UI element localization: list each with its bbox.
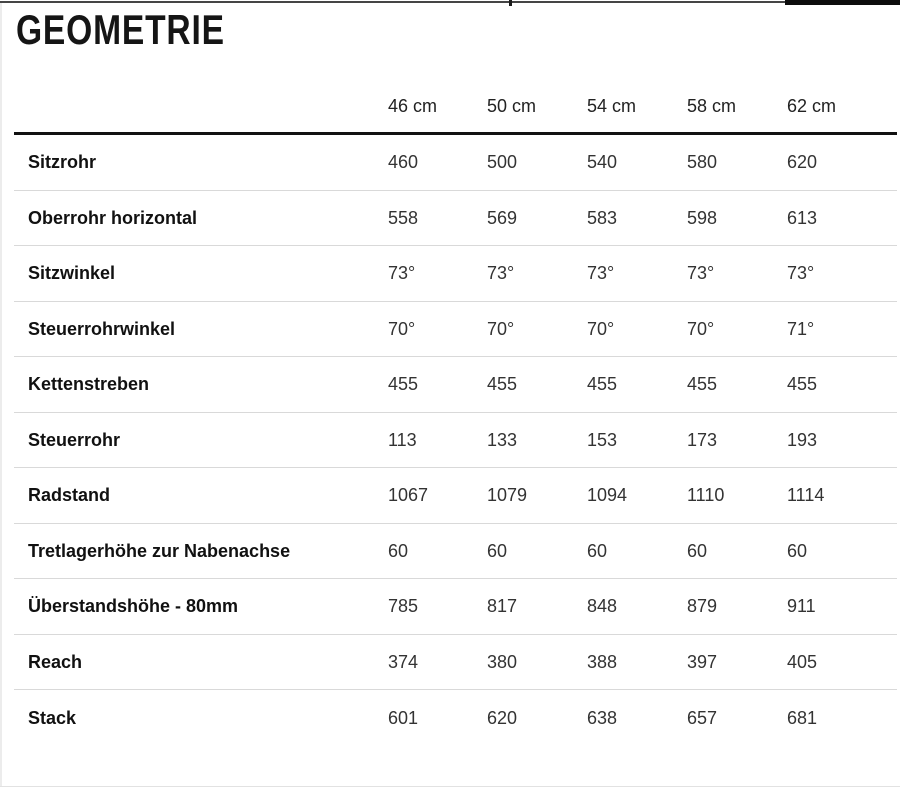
row-label: Sitzwinkel [28,263,116,284]
table-header-row [14,80,897,135]
value-cell: 1094 [587,485,628,506]
value-cell: 1114 [787,485,825,506]
value-cell: 388 [587,651,618,672]
value-cell: 71° [787,318,815,339]
value-cell: 558 [388,207,419,228]
table-row [14,246,897,302]
top-edge-bar-fragment [785,0,900,5]
value-cell: 540 [587,152,618,173]
value-cell: 1067 [388,485,429,506]
value-cell: 817 [487,596,518,617]
size-column-header: 62 cm [787,96,837,116]
table-row [14,579,897,635]
value-cell: 60 [388,540,409,561]
value-cell: 60 [587,540,608,561]
value-cell: 397 [687,651,718,672]
row-label: Radstand [28,485,111,506]
value-cell: 374 [388,651,419,672]
page-title: GEOMETRIE [16,6,225,53]
value-cell: 620 [787,152,818,173]
row-label: Überstandshöhe - 80mm [28,596,239,617]
value-cell: 681 [787,707,818,728]
value-cell: 193 [787,429,818,450]
value-cell: 460 [388,152,419,173]
value-cell: 583 [587,207,618,228]
value-cell: 405 [787,651,818,672]
value-cell: 1110 [687,485,725,506]
value-cell: 70° [388,318,416,339]
row-label: Kettenstreben [28,374,150,395]
table-row [14,302,897,358]
value-cell: 380 [487,651,518,672]
table-row [14,468,897,524]
table-row [14,357,897,413]
size-column-header: 54 cm [587,96,637,116]
value-cell: 73° [687,263,715,284]
value-cell: 60 [487,540,508,561]
value-cell: 613 [787,207,818,228]
table-row [14,413,897,469]
value-cell: 620 [487,707,518,728]
value-cell: 848 [587,596,618,617]
row-label: Steuerrohrwinkel [28,318,176,339]
row-label: Sitzrohr [28,152,97,173]
value-cell: 173 [687,429,718,450]
table-row [14,635,897,691]
row-label: Reach [28,651,83,672]
value-cell: 601 [388,707,419,728]
table-row [14,690,897,746]
value-cell: 70° [687,318,715,339]
value-cell: 113 [388,429,417,450]
left-edge-border [0,3,2,787]
value-cell: 60 [687,540,708,561]
value-cell: 455 [587,374,618,395]
value-cell: 455 [787,374,818,395]
geometry-table [14,80,897,746]
table-row [14,524,897,580]
value-cell: 569 [487,207,518,228]
value-cell: 879 [687,596,718,617]
value-cell: 455 [687,374,718,395]
value-cell: 785 [388,596,419,617]
row-label: Stack [28,707,77,728]
value-cell: 580 [687,152,718,173]
value-cell: 73° [388,263,416,284]
size-column-header: 46 cm [388,96,438,116]
row-label: Oberrohr horizontal [28,207,198,228]
table-row [14,191,897,247]
value-cell: 73° [587,263,615,284]
value-cell: 70° [587,318,615,339]
value-cell: 657 [687,707,718,728]
value-cell: 500 [487,152,518,173]
size-column-header: 58 cm [687,96,737,116]
value-cell: 455 [388,374,419,395]
size-column-header: 50 cm [487,96,537,116]
value-cell: 73° [787,263,815,284]
value-cell: 598 [687,207,718,228]
value-cell: 911 [787,596,816,617]
geometry-table-body [14,135,897,746]
value-cell: 133 [487,429,518,450]
value-cell: 60 [787,540,808,561]
value-cell: 153 [587,429,618,450]
value-cell: 455 [487,374,518,395]
value-cell: 70° [487,318,515,339]
value-cell: 638 [587,707,618,728]
row-label: Steuerrohr [28,429,121,450]
value-cell: 1079 [487,485,528,506]
table-row [14,135,897,191]
value-cell: 73° [487,263,515,284]
row-label: Tretlagerhöhe zur Nabenachse [28,540,291,561]
